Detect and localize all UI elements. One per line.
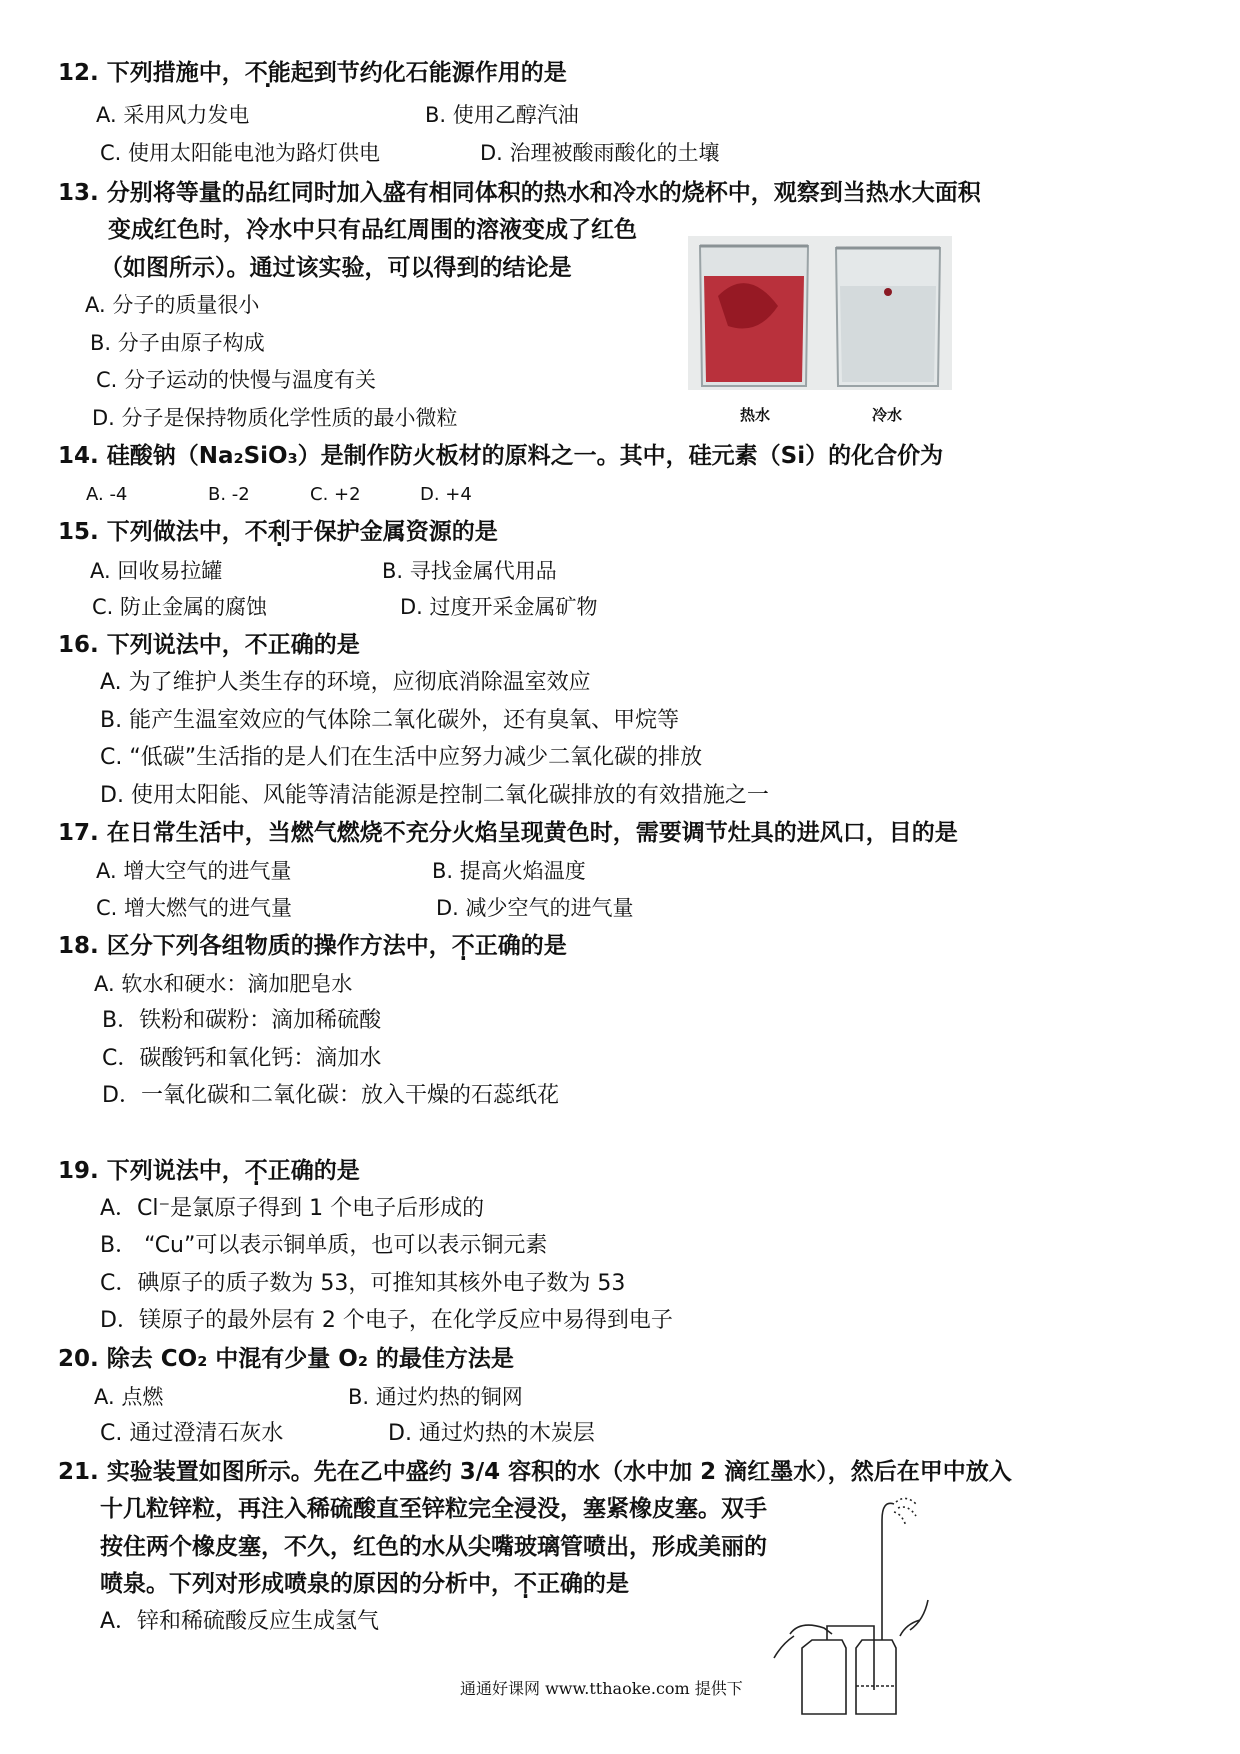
q16-stem: 16. 下列说法中，不正确的是 bbox=[58, 632, 360, 658]
q12-stem-emphasis: 不能 bbox=[244, 60, 291, 86]
q15-stem bbox=[58, 517, 498, 547]
q18-option-b: B．铁粉和碳粉：滴加稀硫酸 bbox=[102, 1008, 382, 1033]
q13-stem-line1: 13. 分别将等量的品红同时加入盛有相同体积的热水和冷水的烧杯中，观察到当热水大面积 bbox=[58, 180, 981, 206]
q21-stem-line3: 按住两个橡皮塞，不久，红色的水从尖嘴玻璃管喷出，形成美丽的 bbox=[100, 1534, 767, 1560]
q14-option-a: A. -4 bbox=[86, 484, 128, 505]
q18-option-d: D．一氧化碳和二氧化碳：放入干燥的石蕊纸花 bbox=[102, 1083, 559, 1108]
q17-stem: 17. 在日常生活中，当燃气燃烧不充分火焰呈现黄色时，需要调节灶具的进风口，目的是 bbox=[58, 820, 958, 846]
hot-water-beaker bbox=[700, 246, 808, 386]
q12-stem bbox=[58, 58, 567, 88]
q15-option-b: B. 寻找金属代用品 bbox=[382, 559, 557, 583]
q20-stem: 20. 除去 CO₂ 中混有少量 O₂ 的最佳方法是 bbox=[58, 1346, 514, 1372]
q18-option-c: C．碳酸钙和氧化钙：滴加水 bbox=[102, 1046, 382, 1071]
q19-option-a: A．Cl⁻是氯原子得到 1 个电子后形成的 bbox=[100, 1196, 485, 1221]
right-hand bbox=[900, 1600, 928, 1636]
q12-option-b: B. 使用乙醇汽油 bbox=[425, 103, 579, 127]
q14-option-b: B. -2 bbox=[208, 484, 250, 505]
caption-hot-water: 热水 bbox=[740, 406, 771, 424]
q14-option-c: C. +2 bbox=[310, 484, 361, 505]
q20-option-a: A. 点燃 bbox=[94, 1385, 164, 1409]
q15-stem-pre: 15. 下列做法中， bbox=[58, 519, 245, 545]
q15-stem-emphasis: 不利于 bbox=[244, 519, 314, 545]
fountain-apparatus-drawing bbox=[770, 1490, 930, 1720]
q14-stem: 14. 硅酸钠（Na₂SiO₃）是制作防火板材的原料之一。其中，硅元素（Si）的化合价为 bbox=[58, 443, 944, 469]
q12-option-c: C. 使用太阳能电池为路灯供电 bbox=[100, 141, 381, 165]
q17-option-a: A. 增大空气的进气量 bbox=[96, 859, 292, 883]
q17-option-b: B. 提高火焰温度 bbox=[432, 859, 586, 883]
caption-cold-water: 冷水 bbox=[872, 406, 903, 424]
q13-option-b: B. 分子由原子构成 bbox=[90, 331, 265, 355]
q21-stem-line1: 21. 实验装置如图所示。先在乙中盛约 3/4 容积的水（水中加 2 滴红墨水），然后在甲中放入 bbox=[58, 1459, 1012, 1485]
q21-stem-pre: 喷泉。下列对形成喷泉的原因的分析中， bbox=[100, 1571, 514, 1597]
q17-option-c: C. 增大燃气的进气量 bbox=[96, 896, 293, 920]
q13-option-c: C. 分子运动的快慢与温度有关 bbox=[96, 368, 377, 392]
q21-stem-line2: 十几粒锌粒，再注入稀硫酸直至锌粒完全浸没，塞紧橡皮塞。双手 bbox=[100, 1496, 767, 1522]
q19-option-d: D．镁原子的最外层有 2 个电子，在化学反应中易得到电子 bbox=[100, 1308, 673, 1333]
q19-stem-post: 正确的是 bbox=[267, 1158, 360, 1184]
q15-stem-post: 保护金属资源的是 bbox=[313, 519, 498, 545]
q18-option-a: A. 软水和硬水：滴加肥皂水 bbox=[94, 972, 353, 996]
q20-option-d: D. 通过灼热的木炭层 bbox=[388, 1421, 595, 1446]
q21-option-a: A．锌和稀硫酸反应生成氢气 bbox=[100, 1609, 380, 1634]
q21-stem-emphasis: 不 bbox=[514, 1571, 537, 1597]
q15-option-a: A. 回收易拉罐 bbox=[90, 559, 223, 583]
q20-option-c: C. 通过澄清石灰水 bbox=[100, 1421, 284, 1446]
q21-stem-post: 正确的是 bbox=[537, 1571, 629, 1597]
q13-option-a: A. 分子的质量很小 bbox=[85, 293, 260, 317]
q12-option-a: A. 采用风力发电 bbox=[96, 103, 250, 127]
q14-option-d: D. +4 bbox=[420, 484, 472, 505]
q20-option-b: B. 通过灼热的铜网 bbox=[348, 1385, 523, 1409]
flask-yi bbox=[856, 1640, 896, 1714]
q18-stem-pre: 18. 区分下列各组物质的操作方法中， bbox=[58, 933, 452, 959]
q19-option-c: C．碘原子的质子数为 53，可推知其核外电子数为 53 bbox=[100, 1271, 626, 1296]
q18-stem-emphasis: 不 bbox=[451, 933, 475, 959]
q16-option-c: C. “低碳”生活指的是人们在生活中应努力减少二氧化碳的排放 bbox=[100, 745, 703, 770]
nozzle-tube bbox=[882, 1503, 894, 1640]
q19-stem-emphasis: 不 bbox=[244, 1158, 268, 1184]
q12-stem-pre: 12. 下列措施中， bbox=[58, 60, 245, 86]
q15-option-c: C. 防止金属的腐蚀 bbox=[92, 595, 268, 619]
left-hand bbox=[774, 1625, 832, 1658]
cold-water-beaker bbox=[836, 248, 940, 386]
flask-jia bbox=[802, 1640, 846, 1714]
q21-stem-line4 bbox=[100, 1569, 629, 1599]
q18-stem bbox=[58, 931, 567, 961]
footer-watermark: 通通好课网 www.tthaoke.com 提供下 bbox=[460, 1679, 743, 1698]
q17-option-d: D. 减少空气的进气量 bbox=[436, 896, 634, 920]
beakers-photo bbox=[688, 236, 952, 390]
q19-option-b: B． “Cu”可以表示铜单质，也可以表示铜元素 bbox=[100, 1233, 548, 1258]
q19-stem-pre: 19. 下列说法中， bbox=[58, 1158, 245, 1184]
q16-option-b: B. 能产生温室效应的气体除二氧化碳外，还有臭氧、甲烷等 bbox=[100, 708, 680, 733]
q18-stem-post: 正确的是 bbox=[474, 933, 567, 959]
q19-stem bbox=[58, 1156, 360, 1186]
q12-stem-post: 起到节约化石能源作用的是 bbox=[290, 60, 567, 86]
q12-option-d: D. 治理被酸雨酸化的土壤 bbox=[480, 141, 720, 165]
q16-option-a: A. 为了维护人类生存的环境，应彻底消除温室效应 bbox=[100, 670, 591, 695]
connecting-tube bbox=[827, 1626, 874, 1690]
q13-option-d: D. 分子是保持物质化学性质的最小微粒 bbox=[92, 406, 458, 430]
q13-stem-line3: （如图所示）。通过该实验，可以得到的结论是 bbox=[100, 255, 572, 281]
q15-option-d: D. 过度开采金属矿物 bbox=[400, 595, 598, 619]
q13-stem-line2: 变成红色时，冷水中只有品红周围的溶液变成了红色 bbox=[108, 217, 637, 243]
q16-option-d: D. 使用太阳能、风能等清洁能源是控制二氧化碳排放的有效措施之一 bbox=[100, 783, 769, 808]
